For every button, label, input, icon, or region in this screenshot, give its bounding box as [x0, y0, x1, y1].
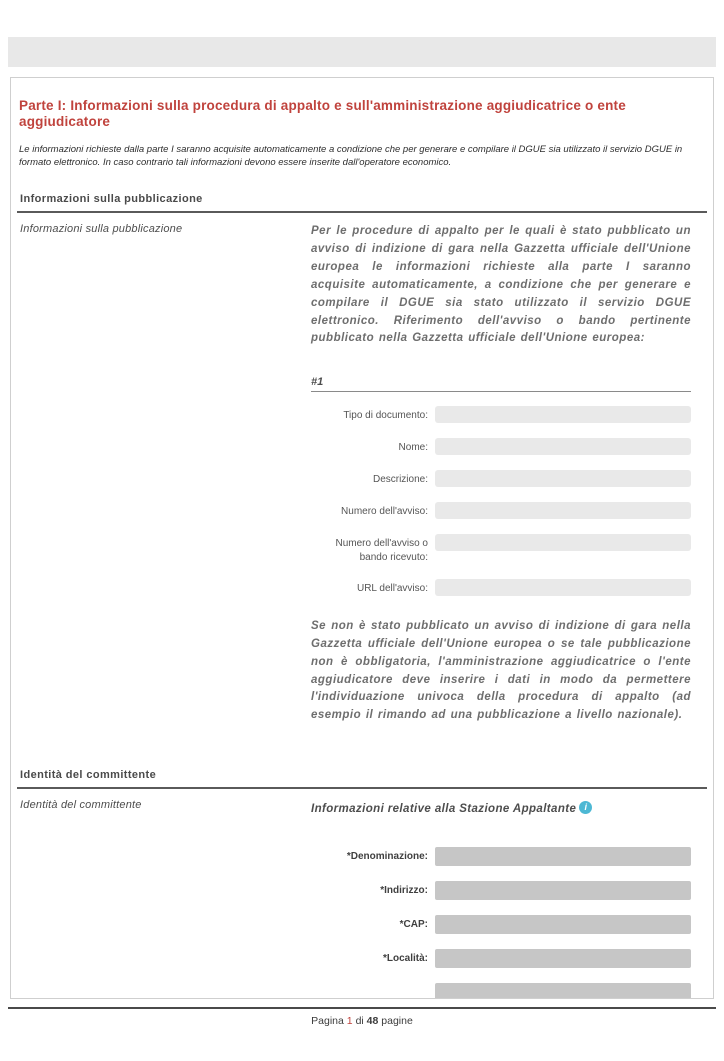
side-label-pubblicazione: Informazioni sulla pubblicazione [20, 223, 183, 236]
cap-input[interactable] [435, 915, 691, 934]
nome-input[interactable] [435, 438, 691, 455]
descrizione-label: Descrizione: [372, 474, 428, 486]
item-number: #1 [311, 376, 691, 392]
section-header-committente: Identità del committente [17, 769, 707, 789]
section-pubblicazione [17, 223, 707, 725]
cap-label: *CAP: [399, 919, 428, 931]
denominazione-label: *Denominazione: [346, 851, 428, 863]
indirizzo-label: *Indirizzo: [380, 885, 428, 897]
document-page [10, 77, 714, 999]
info-icon[interactable]: i [579, 801, 592, 814]
field-row-cap [311, 915, 691, 934]
page-counter [0, 1015, 724, 1027]
tipo-documento-input[interactable] [435, 406, 691, 423]
pagina-label: Pagina [311, 1015, 344, 1027]
localita-label: *Località: [382, 953, 428, 965]
tipo-documento-label: Tipo di documento: [343, 410, 428, 422]
field-row-denominazione [311, 847, 691, 866]
url-avviso-label: URL dell'avviso: [356, 583, 428, 595]
page-title: Parte I: Informazioni sulla procedura di appalto e sull'amministrazione aggiudicatrice o ente aggiudicatore [19, 98, 626, 129]
total-pages-number: 48 [366, 1015, 379, 1027]
intro-note: Le informazioni richieste dalla parte I saranno acquisite automaticamente a condizione che per generare e compilare il DGUE sia utilizzato il servizio DGUE in formato elettronico. In caso contrario tali informazioni devono essere inserite dall'operatore economico. [19, 143, 683, 168]
numero-avviso-ricevuto-label: Numero dell'avviso o bando ricevuto: [335, 538, 428, 563]
clipped-field-label [311, 983, 435, 986]
section-header-pubblicazione: Informazioni sulla pubblicazione [17, 193, 707, 213]
indirizzo-input[interactable] [435, 881, 691, 900]
current-page-number: 1 [346, 1015, 353, 1027]
field-row-numero-avviso-ricevuto [311, 534, 691, 564]
clipped-next-input[interactable] [435, 983, 691, 999]
pagine-label: pagine [381, 1015, 413, 1027]
side-label-committente: Identità del committente [20, 799, 142, 812]
di-label: di [355, 1015, 364, 1027]
paragraph-avviso-non-pubblicato: Se non è stato pubblicato un avviso di indizione di gara nella Gazzetta ufficiale dell'Unione europea o se tale pubblicazione non è obbligatoria, l'amministrazione aggiudicatrice o l'ente aggiudicatore deve inserire i dati in modo da permettere l'individuazione univoca della procedura di appalto (ad esempio il rimando ad una pubblicazione a livello nazionale). [311, 620, 691, 722]
url-avviso-input[interactable] [435, 579, 691, 596]
nome-label: Nome: [398, 442, 428, 454]
numero-avviso-ricevuto-input[interactable] [435, 534, 691, 551]
numero-avviso-label: Numero dell'avviso: [341, 506, 428, 518]
paragraph-avviso-pubblicato: Per le procedure di appalto per le quali è stato pubblicato un avviso di indizione di gara nella Gazzetta ufficiale dell'Unione europea le informazioni richieste alla parte I saranno acquisite automaticamente, a condizione che per generare e compilare il DGUE sia stato utilizzato il servizio DGUE elettronico. Riferimento dell'avviso o bando pertinente pubblicato nella Gazzetta ufficiale dell'Unione europea: [311, 225, 691, 345]
localita-input[interactable] [435, 949, 691, 968]
descrizione-input[interactable] [435, 470, 691, 487]
denominazione-input[interactable] [435, 847, 691, 866]
field-row-localita [311, 949, 691, 968]
section-committente [17, 799, 707, 999]
numero-avviso-input[interactable] [435, 502, 691, 519]
field-row-clipped [311, 983, 691, 999]
field-row-tipo-documento [311, 406, 691, 423]
field-row-url-avviso [311, 579, 691, 596]
field-row-nome [311, 438, 691, 455]
footer-divider [8, 1007, 716, 1009]
field-row-descrizione [311, 470, 691, 487]
top-header-bar [8, 37, 716, 67]
field-row-numero-avviso [311, 502, 691, 519]
field-row-indirizzo [311, 881, 691, 900]
stazione-appaltante-subtitle: Informazioni relative alla Stazione Appaltante [311, 803, 577, 816]
